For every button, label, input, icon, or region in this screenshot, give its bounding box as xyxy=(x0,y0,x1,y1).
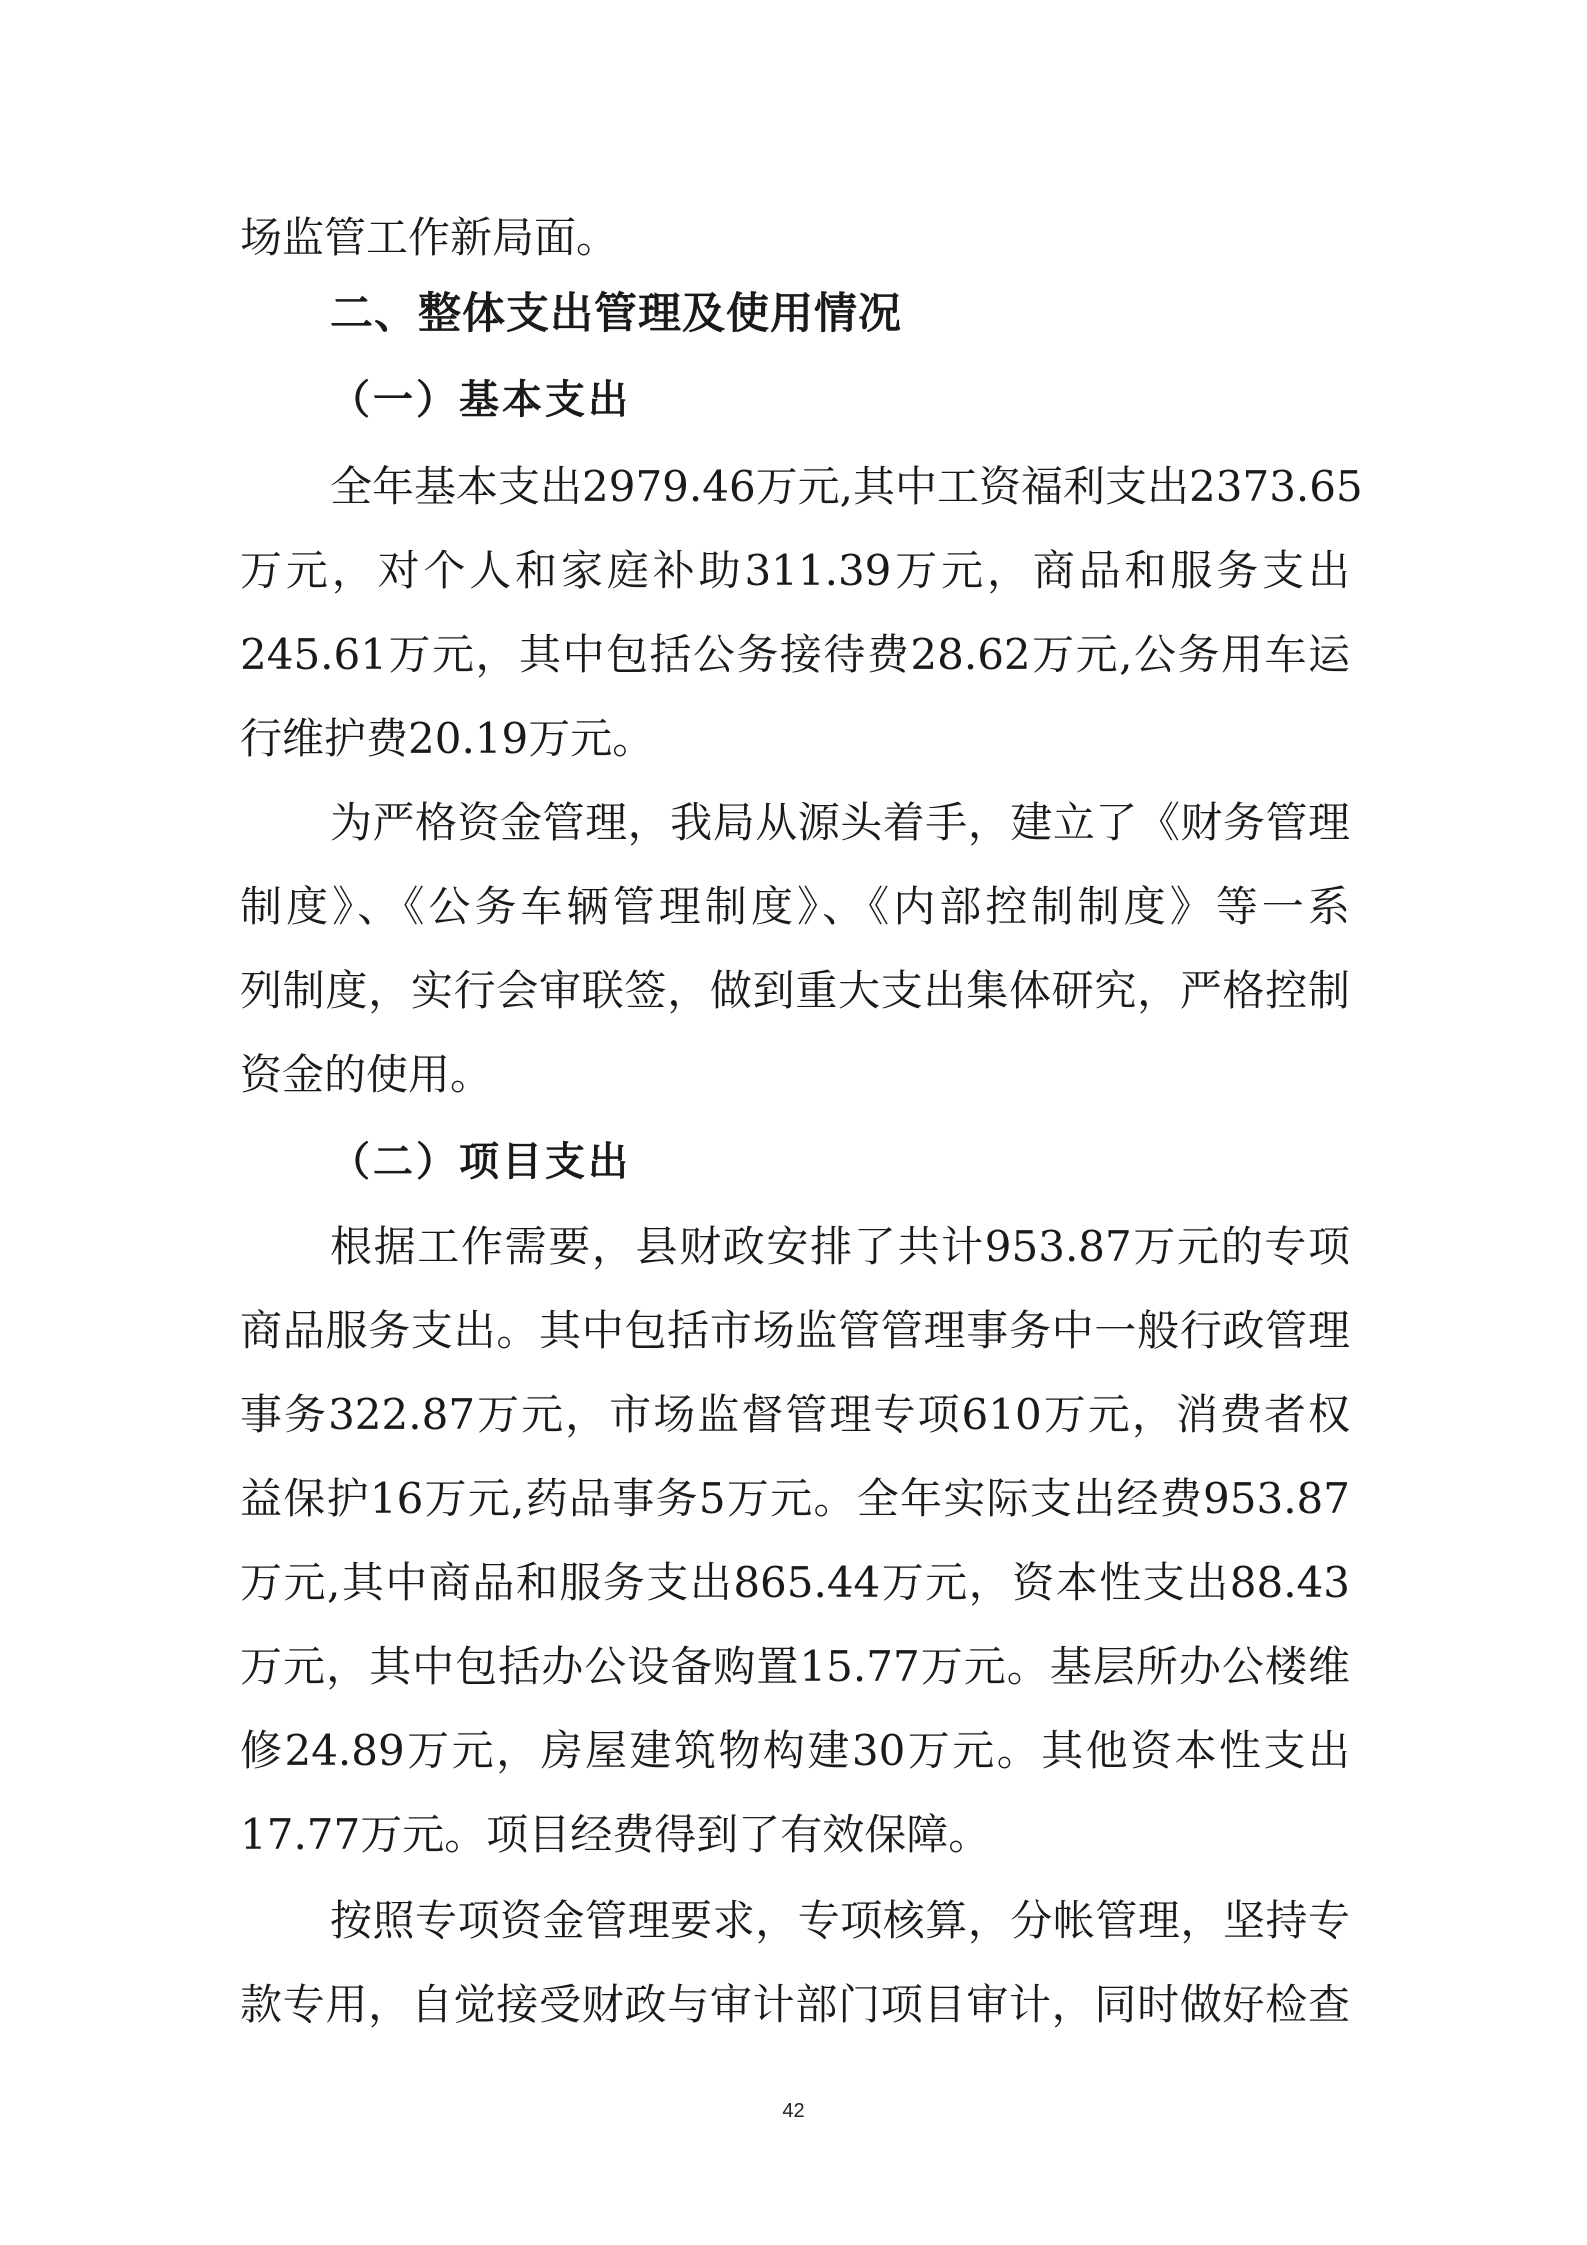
paragraph-line: 修24.89万元，房屋建筑物构建30万元。其他资本性支出 xyxy=(240,1726,1350,1775)
paragraph-line: 万元，对个人和家庭补助311.39万元，商品和服务支出 xyxy=(240,546,1350,595)
subsection-heading: （二）项目支出 xyxy=(330,1138,631,1185)
paragraph-line: 事务322.87万元，市场监督管理专项610万元，消费者权 xyxy=(240,1390,1350,1439)
paragraph-line: 行维护费20.19万元。 xyxy=(240,714,655,763)
paragraph-line: 17.77万元。项目经费得到了有效保障。 xyxy=(240,1810,991,1859)
paragraph-line: 根据工作需要，县财政安排了共计953.87万元的专项 xyxy=(330,1222,1350,1271)
paragraph-line: 为严格资金管理，我局从源头着手，建立了《财务管理 xyxy=(330,798,1350,847)
paragraph-line: 商品服务支出。其中包括市场监管管理事务中一般行政管理 xyxy=(240,1306,1350,1355)
paragraph-line: 资金的使用。 xyxy=(240,1050,493,1099)
paragraph-line: 款专用，自觉接受财政与审计部门项目审计，同时做好检查 xyxy=(240,1980,1350,2029)
paragraph-line: 按照专项资金管理要求，专项核算，分帐管理，坚持专 xyxy=(330,1896,1350,1945)
paragraph-line: 万元，其中包括办公设备购置15.77万元。基层所办公楼维 xyxy=(240,1642,1350,1691)
paragraph-line: 益保护16万元,药品事务5万元。全年实际支出经费953.87 xyxy=(240,1474,1350,1523)
paragraph-line: 列制度，实行会审联签，做到重大支出集体研究，严格控制 xyxy=(240,966,1350,1015)
paragraph-line: 245.61万元，其中包括公务接待费28.62万元,公务用车运 xyxy=(240,630,1350,679)
paragraph-line: 场监管工作新局面。 xyxy=(240,213,619,262)
section-heading: 二、整体支出管理及使用情况 xyxy=(330,289,902,339)
paragraph-line: 全年基本支出2979.46万元,其中工资福利支出2373.65 xyxy=(330,462,1363,511)
page-number: 42 xyxy=(782,2100,805,2122)
paragraph-line: 制度》、《公务车辆管理制度》、《内部控制制度》等一系 xyxy=(240,882,1350,931)
subsection-heading: （一）基本支出 xyxy=(330,376,631,423)
paragraph-line: 万元,其中商品和服务支出865.44万元，资本性支出88.43 xyxy=(240,1558,1350,1607)
